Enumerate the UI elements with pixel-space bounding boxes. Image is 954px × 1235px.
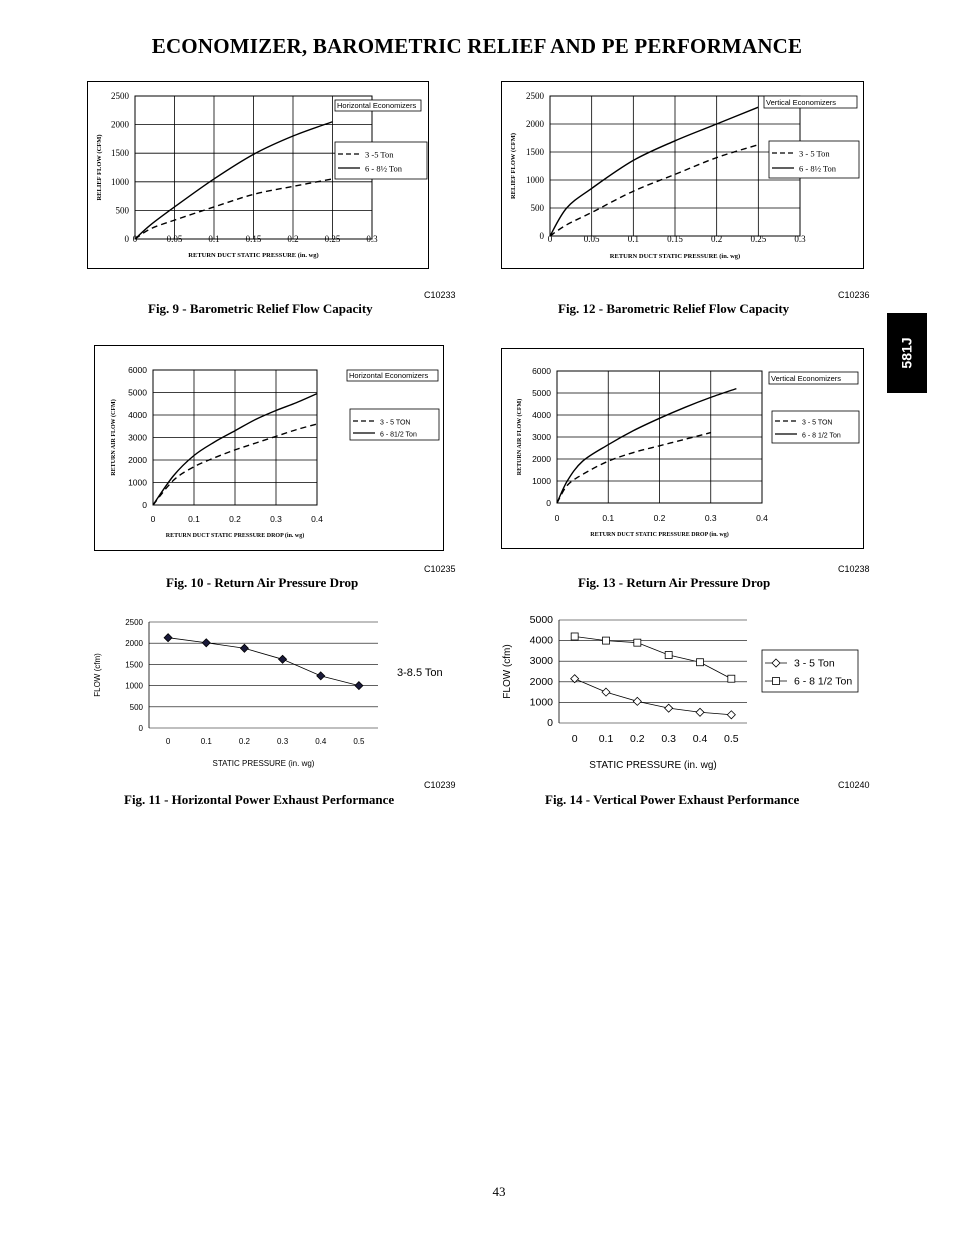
fig13-xtick-label: 0.3 bbox=[704, 513, 717, 523]
fig11-caption: Fig. 11 - Horizontal Power Exhaust Performance bbox=[124, 792, 395, 807]
fig11-xtick-label: 0 bbox=[165, 737, 171, 746]
fig13-ytick-label: 0 bbox=[546, 498, 551, 508]
fig12-ytick-label: 2000 bbox=[526, 119, 544, 129]
fig12-xtick-label: 0.2 bbox=[711, 234, 723, 244]
fig14-xtick-label: 0.4 bbox=[692, 733, 708, 745]
fig9-code: C10233 bbox=[424, 290, 456, 300]
fig14-data-point bbox=[665, 704, 673, 712]
fig12-xtick-label: 0.25 bbox=[750, 234, 767, 244]
fig10-ytick-label: 3000 bbox=[128, 432, 147, 443]
fig14-data-point bbox=[602, 688, 610, 696]
fig14-caption: Fig. 14 - Vertical Power Exhaust Performance bbox=[545, 792, 800, 807]
fig10-chart bbox=[94, 345, 444, 551]
fig9-legend-label: 6 - 8½ Ton bbox=[365, 163, 403, 174]
fig13-ytick-label: 1000 bbox=[532, 476, 551, 486]
fig9-chart bbox=[87, 81, 429, 269]
fig11-ytick-label: 2000 bbox=[125, 639, 143, 649]
fig10-title-box-text: Horizontal Economizers bbox=[349, 371, 429, 380]
fig13-xlabel: RETURN DUCT STATIC PRESSURE DROP (in. wg) bbox=[590, 532, 729, 538]
fig14-code: C10240 bbox=[838, 780, 870, 790]
fig11-xlabel: STATIC PRESSURE (in. wg) bbox=[212, 759, 315, 768]
fig14-xtick-label: 0.1 bbox=[598, 733, 614, 745]
fig9-xtick-label: 0.2 bbox=[287, 234, 299, 244]
fig11-ytick-label: 1500 bbox=[125, 660, 143, 670]
fig14-ylabel: FLOW (cfm) bbox=[502, 644, 513, 699]
fig14-data-point bbox=[728, 675, 735, 682]
fig11-data-point bbox=[202, 639, 210, 647]
fig14-chart bbox=[500, 612, 870, 772]
fig13-legend-label: 3 - 5 TON bbox=[802, 419, 833, 427]
fig13-ytick-label: 5000 bbox=[532, 388, 551, 398]
fig11-xtick-label: 0.2 bbox=[238, 737, 250, 746]
fig9-ytick-label: 1500 bbox=[111, 148, 129, 159]
fig9-xtick-label: 0.15 bbox=[245, 234, 262, 244]
fig14-series-line bbox=[575, 636, 732, 678]
fig12-caption: Fig. 12 - Barometric Relief Flow Capacity bbox=[558, 301, 790, 316]
fig12-xtick-label: 0.15 bbox=[667, 234, 683, 244]
fig13-ytick-label: 2000 bbox=[532, 454, 551, 464]
fig14-ytick-label: 0 bbox=[547, 717, 553, 729]
fig10-code: C10235 bbox=[424, 564, 456, 574]
fig12-ytick-label: 500 bbox=[530, 203, 544, 213]
fig12-xtick-label: 0.05 bbox=[583, 234, 600, 244]
fig10-ytick-label: 2000 bbox=[128, 455, 147, 465]
fig10-caption: Fig. 10 - Return Air Pressure Drop bbox=[166, 575, 359, 590]
fig12-legend-label: 3 - 5 Ton bbox=[799, 148, 830, 159]
fig9-xtick-label: 0.25 bbox=[324, 234, 341, 244]
fig10-xtick-label: 0.1 bbox=[188, 514, 200, 524]
fig10-xtick-label: 0.3 bbox=[270, 514, 282, 524]
fig14-ytick-label: 1000 bbox=[529, 696, 553, 709]
fig9-caption: Fig. 9 - Barometric Relief Flow Capacity bbox=[148, 301, 373, 316]
fig9-title-box-text: Horizontal Economizers bbox=[337, 101, 417, 110]
fig11-data-point bbox=[317, 672, 325, 680]
fig11-legend-label: 3-8.5 Ton bbox=[397, 667, 443, 679]
fig14-xtick-label: 0.5 bbox=[724, 733, 739, 745]
fig13-xtick-label: 0 bbox=[554, 513, 560, 523]
fig10-xtick-label: 0 bbox=[150, 514, 156, 524]
fig14-ytick-label: 2000 bbox=[529, 675, 553, 688]
fig9-xtick-label: 0.05 bbox=[166, 234, 183, 244]
fig13-ylabel: RETURN AIR FLOW (CFM) bbox=[517, 398, 523, 476]
fig11-series-line bbox=[168, 638, 359, 686]
fig9-ytick-label: 1000 bbox=[111, 176, 129, 187]
fig14-legend-label: 3 - 5 Ton bbox=[794, 657, 835, 670]
fig13-xtick-label: 0.2 bbox=[653, 513, 666, 523]
fig13-ytick-label: 6000 bbox=[532, 366, 551, 376]
fig9-xtick-label: 0.3 bbox=[366, 234, 378, 244]
fig12-xtick-label: 0.3 bbox=[794, 234, 806, 244]
page-title: ECONOMIZER, BAROMETRIC RELIEF AND PE PERFORMANCE bbox=[151, 34, 803, 58]
fig11-xtick-label: 0.3 bbox=[277, 737, 289, 746]
fig9-xtick-label: 0.1 bbox=[208, 234, 220, 244]
fig14-ytick-label: 3000 bbox=[529, 655, 553, 668]
fig10-legend-label: 6 - 81/2 Ton bbox=[380, 431, 417, 439]
fig13-chart bbox=[501, 348, 864, 549]
fig10-ytick-label: 6000 bbox=[128, 365, 147, 375]
fig11-data-point bbox=[240, 644, 248, 652]
fig12-xtick-label: 0 bbox=[547, 234, 553, 244]
fig10-legend-label: 3 - 5 TON bbox=[380, 419, 411, 427]
fig11-xtick-label: 0.4 bbox=[315, 737, 327, 746]
fig14-data-point bbox=[727, 711, 735, 719]
fig11-ytick-label: 0 bbox=[138, 724, 143, 733]
fig10-ytick-label: 4000 bbox=[128, 410, 147, 420]
side-tab-label: 581J bbox=[899, 337, 915, 369]
fig9-ylabel: RELIEF FLOW (CFM) bbox=[96, 134, 103, 201]
fig14-grid bbox=[559, 620, 747, 723]
fig13-xtick-label: 0.4 bbox=[756, 513, 768, 523]
fig12-chart bbox=[501, 81, 864, 269]
fig14-data-point bbox=[571, 633, 578, 640]
fig10-xlabel: RETURN DUCT STATIC PRESSURE DROP (in. wg) bbox=[165, 533, 305, 539]
fig9-ytick-label: 0 bbox=[124, 234, 129, 244]
fig13-code: C10238 bbox=[838, 564, 870, 574]
fig12-ylabel: RELIEF FLOW (CFM) bbox=[510, 132, 517, 200]
fig14-data-point bbox=[634, 639, 641, 646]
side-tab bbox=[887, 313, 927, 393]
fig14-data-point bbox=[665, 652, 672, 659]
fig12-legend-label: 6 - 8½ Ton bbox=[799, 163, 837, 174]
fig10-xtick-label: 0.4 bbox=[311, 514, 323, 524]
fig14-data-point bbox=[633, 697, 641, 705]
fig14-xtick-label: 0.3 bbox=[661, 733, 676, 745]
fig14-data-point bbox=[696, 708, 704, 716]
fig9-xlabel: RETURN DUCT STATIC PRESSURE (in. wg) bbox=[188, 252, 319, 259]
fig10-xtick-label: 0.2 bbox=[229, 514, 241, 524]
fig9-ytick-label: 500 bbox=[115, 205, 129, 216]
fig14-data-point bbox=[603, 637, 610, 644]
fig11-xtick-label: 0.5 bbox=[353, 737, 365, 746]
fig11-grid bbox=[149, 622, 378, 728]
fig14-legend-marker bbox=[773, 678, 780, 685]
fig9-ytick-label: 2000 bbox=[111, 119, 129, 130]
fig10-ytick-label: 5000 bbox=[128, 387, 147, 398]
fig13-ytick-label: 4000 bbox=[532, 410, 551, 420]
fig12-code: C10236 bbox=[838, 290, 870, 300]
fig11-data-point bbox=[164, 634, 172, 642]
fig11-ytick-label: 500 bbox=[129, 702, 143, 712]
fig10-ytick-label: 1000 bbox=[128, 477, 147, 488]
fig11-ytick-label: 1000 bbox=[125, 681, 143, 691]
fig12-ytick-label: 2500 bbox=[526, 91, 544, 101]
fig10-ylabel: RETURN AIR FLOW (CFM) bbox=[111, 399, 117, 476]
fig14-ytick-label: 5000 bbox=[529, 614, 553, 626]
fig9-xtick-label: 0 bbox=[132, 234, 138, 244]
fig14-xlabel: STATIC PRESSURE (in. wg) bbox=[589, 760, 717, 771]
fig11-ytick-label: 2500 bbox=[125, 618, 143, 627]
fig11-data-point bbox=[279, 655, 287, 663]
fig14-series-line bbox=[575, 679, 732, 715]
fig11-series-0 bbox=[164, 634, 363, 690]
page-number: 43 bbox=[492, 1184, 506, 1199]
fig13-title-box-text: Vertical Economizers bbox=[771, 374, 842, 383]
fig14-ytick-label: 4000 bbox=[529, 634, 553, 647]
fig13-legend-label: 6 - 8 1/2 Ton bbox=[802, 432, 841, 440]
fig11-ylabel: FLOW (cfm) bbox=[93, 653, 102, 697]
fig14-legend-label: 6 - 8 1/2 Ton bbox=[794, 675, 853, 688]
fig12-ytick-label: 1000 bbox=[526, 175, 544, 185]
fig12-xlabel: RETURN DUCT STATIC PRESSURE (in. wg) bbox=[609, 253, 741, 260]
fig13-xtick-label: 0.1 bbox=[602, 513, 615, 523]
fig13-ytick-label: 3000 bbox=[532, 432, 551, 442]
fig11-xtick-label: 0.1 bbox=[200, 737, 212, 746]
fig11-code: C10239 bbox=[424, 780, 456, 790]
fig14-data-point bbox=[697, 659, 704, 666]
fig11-chart bbox=[90, 614, 460, 774]
fig14-series-0 bbox=[571, 675, 736, 719]
fig10-ytick-label: 0 bbox=[142, 500, 147, 510]
fig9-ytick-label: 2500 bbox=[111, 91, 129, 101]
fig9-legend-label: 3 -5 Ton bbox=[365, 149, 394, 160]
fig12-title-box-text: Vertical Economizers bbox=[766, 98, 837, 107]
fig12-xtick-label: 0.1 bbox=[627, 234, 639, 244]
fig13-caption: Fig. 13 - Return Air Pressure Drop bbox=[578, 575, 771, 590]
fig11-data-point bbox=[355, 682, 363, 690]
fig14-xtick-label: 0.2 bbox=[630, 733, 645, 745]
fig14-xtick-label: 0 bbox=[571, 733, 578, 745]
fig12-ytick-label: 0 bbox=[539, 231, 544, 241]
fig12-ytick-label: 1500 bbox=[526, 147, 544, 157]
